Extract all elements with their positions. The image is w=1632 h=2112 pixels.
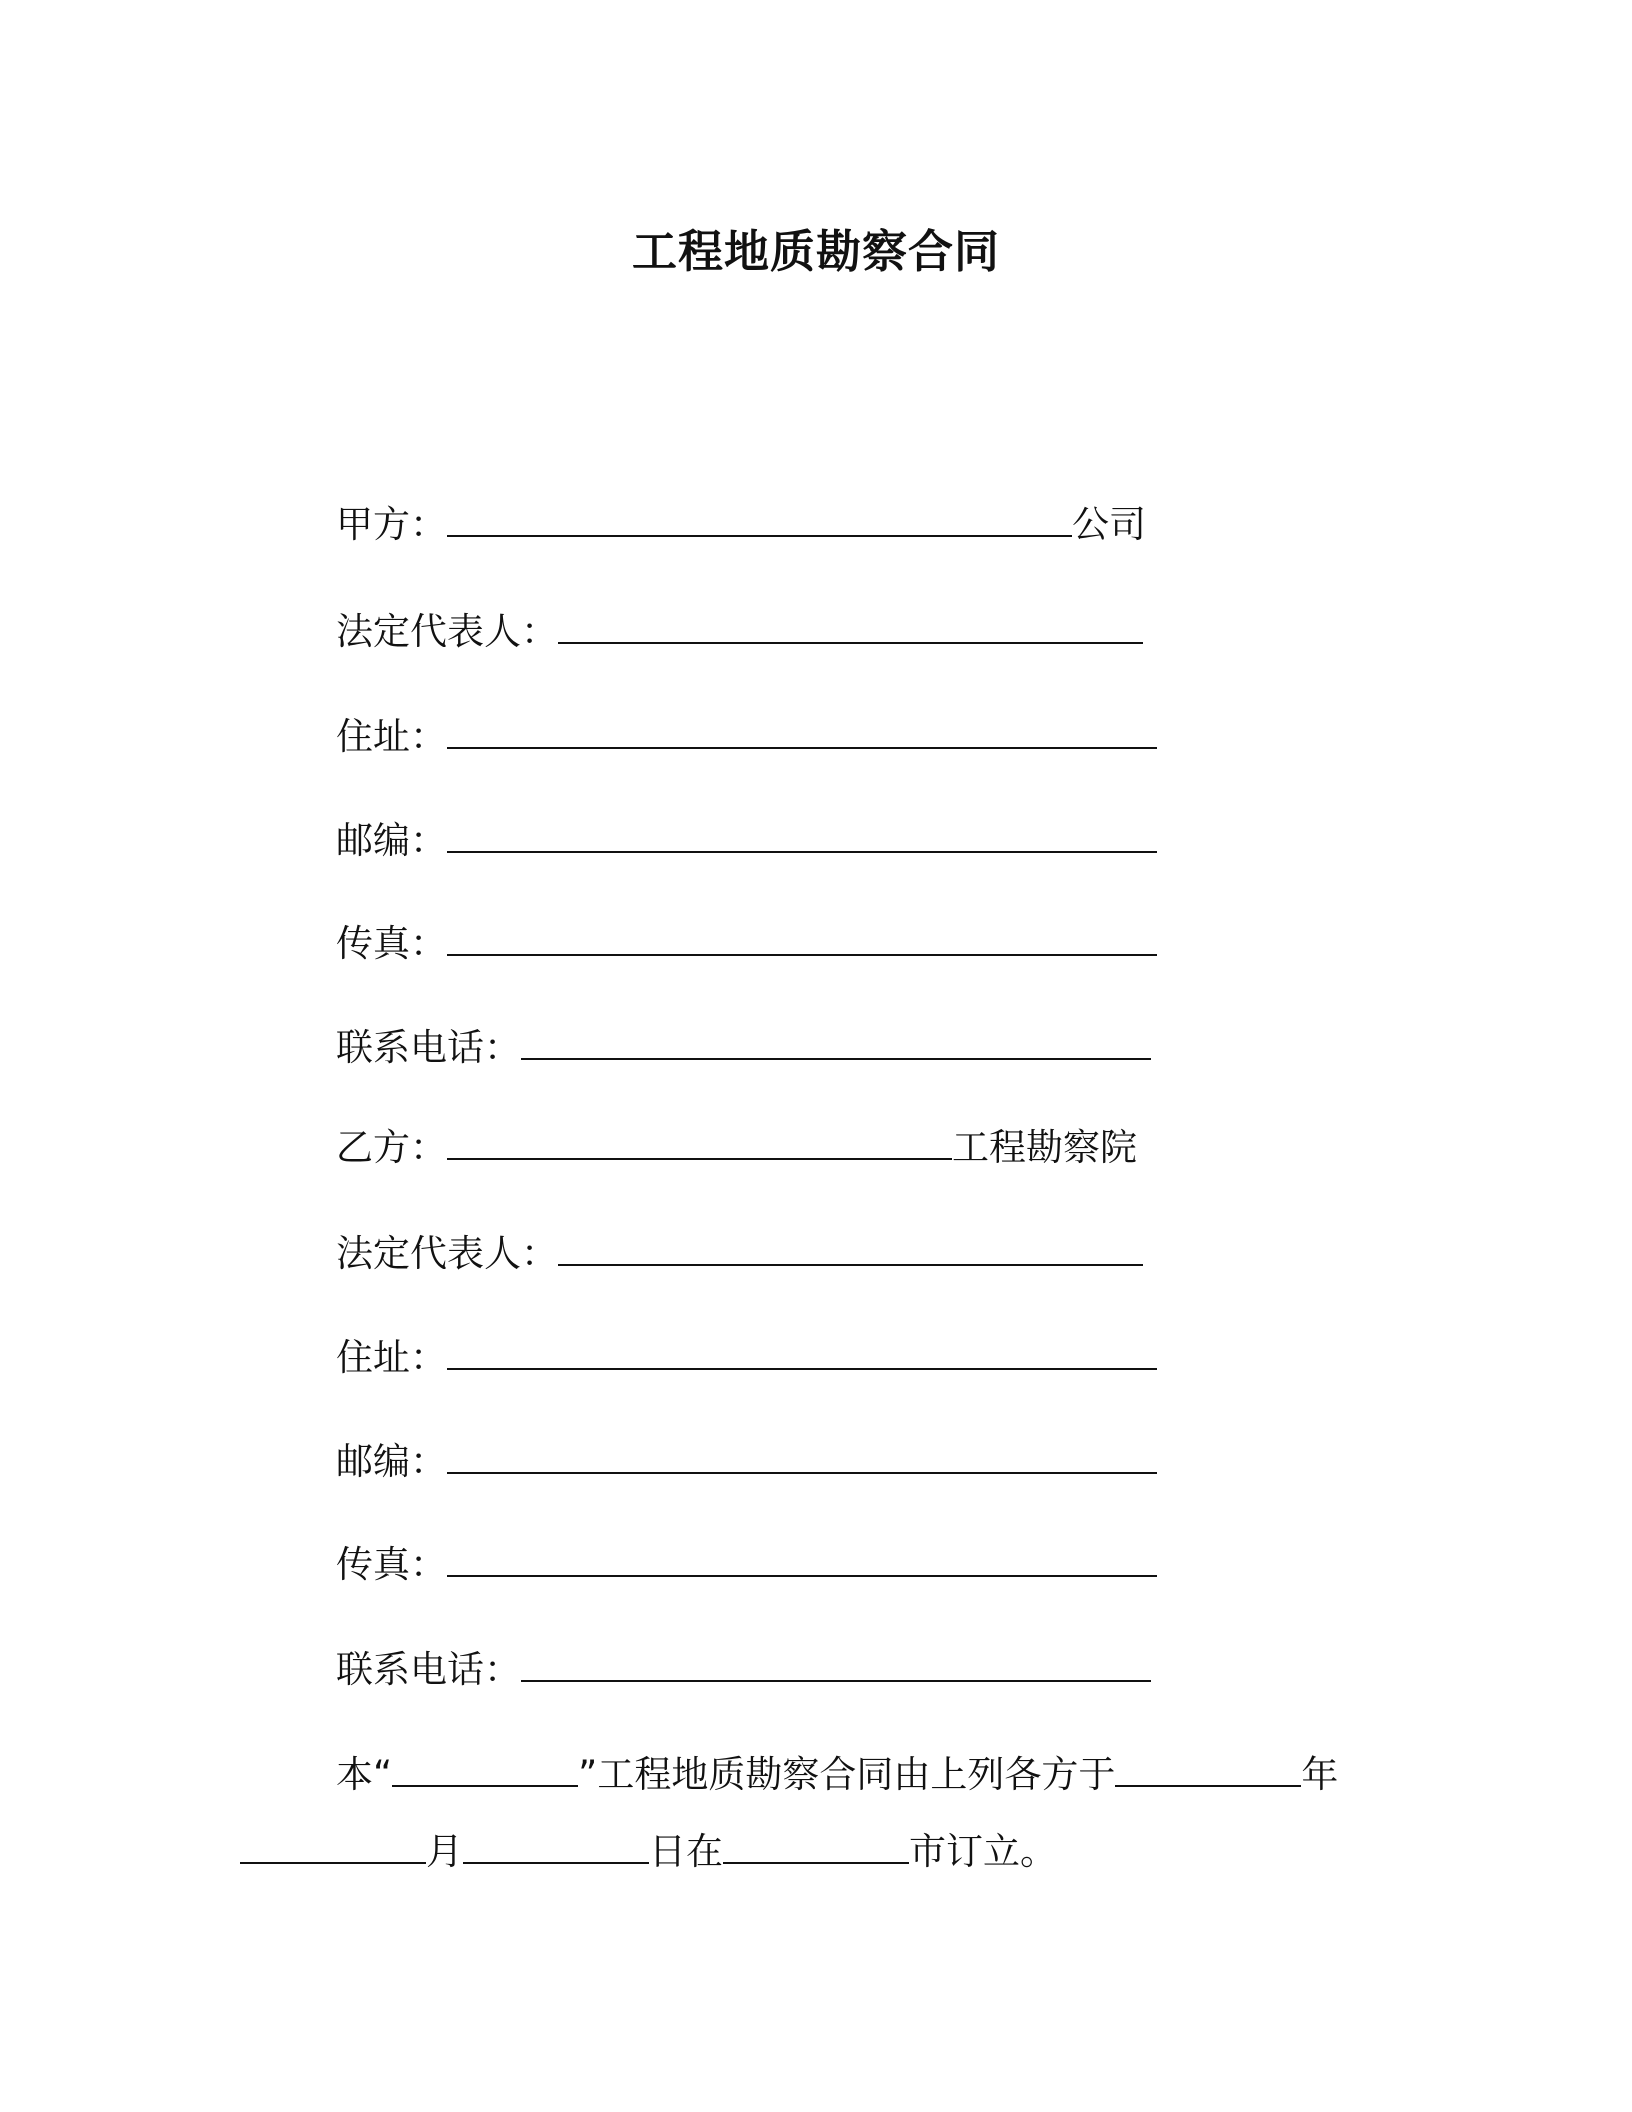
closing-month: 月 <box>426 1830 463 1873</box>
party-b-name-label: 乙方： <box>336 1126 447 1169</box>
party-a-name-field <box>336 497 1146 550</box>
party-b-fax-blank[interactable] <box>447 1537 1157 1577</box>
party-b-address-blank[interactable] <box>447 1330 1157 1370</box>
party-a-name-blank[interactable] <box>447 497 1072 537</box>
party-a-rep-field <box>336 604 1143 657</box>
party-a-tel-blank[interactable] <box>521 1020 1151 1060</box>
party-b-zip-field <box>336 1434 1157 1487</box>
party-b-address-label: 住址： <box>336 1336 447 1379</box>
party-a-tel-label: 联系电话： <box>336 1026 521 1069</box>
party-b-tel-blank[interactable] <box>521 1642 1151 1682</box>
party-b-fax-field <box>336 1537 1157 1590</box>
project-name-blank[interactable] <box>392 1747 578 1787</box>
page-title: 工程地质勘察合同 <box>631 225 1000 278</box>
day-blank[interactable] <box>463 1824 649 1864</box>
closing-year: 年 <box>1301 1753 1339 1796</box>
party-b-name-blank[interactable] <box>447 1120 952 1160</box>
party-a-address-label: 住址： <box>336 715 447 758</box>
party-b-fax-label: 传真： <box>336 1543 447 1586</box>
party-b-rep-label: 法定代表人： <box>336 1232 558 1275</box>
party-b-tel-field <box>336 1642 1151 1695</box>
party-a-zip-field <box>336 813 1157 866</box>
party-a-zip-blank[interactable] <box>447 813 1157 853</box>
month-blank[interactable] <box>240 1824 426 1864</box>
party-b-name-field <box>336 1120 1137 1173</box>
party-b-zip-blank[interactable] <box>447 1434 1157 1474</box>
party-b-rep-blank[interactable] <box>558 1226 1143 1266</box>
party-a-fax-label: 传真： <box>336 922 447 965</box>
closing-prefix: 本“ <box>336 1753 393 1796</box>
closing-day-place: 日在 <box>649 1830 723 1873</box>
party-a-address-blank[interactable] <box>447 709 1157 749</box>
closing-line-1 <box>336 1747 1338 1800</box>
closing-line-2 <box>240 1824 1057 1877</box>
party-a-rep-label: 法定代表人： <box>336 610 558 653</box>
party-a-fax-blank[interactable] <box>447 916 1157 956</box>
party-a-name-label: 甲方： <box>336 503 447 546</box>
year-blank[interactable] <box>1115 1747 1301 1787</box>
closing-end: 市订立。 <box>909 1830 1057 1873</box>
city-blank[interactable] <box>723 1824 909 1864</box>
party-a-fax-field <box>336 916 1157 969</box>
party-a-tel-field <box>336 1020 1151 1073</box>
party-a-rep-blank[interactable] <box>558 604 1143 644</box>
party-a-address-field <box>336 709 1157 762</box>
party-b-tel-label: 联系电话： <box>336 1648 521 1691</box>
party-a-zip-label: 邮编： <box>336 819 447 862</box>
party-a-name-suffix: 公司 <box>1072 503 1146 546</box>
closing-mid: ”工程地质勘察合同由上列各方于 <box>578 1753 1116 1796</box>
party-b-zip-label: 邮编： <box>336 1440 447 1483</box>
party-b-address-field <box>336 1330 1157 1383</box>
party-b-rep-field <box>336 1226 1143 1279</box>
party-b-name-suffix: 工程勘察院 <box>952 1126 1137 1169</box>
